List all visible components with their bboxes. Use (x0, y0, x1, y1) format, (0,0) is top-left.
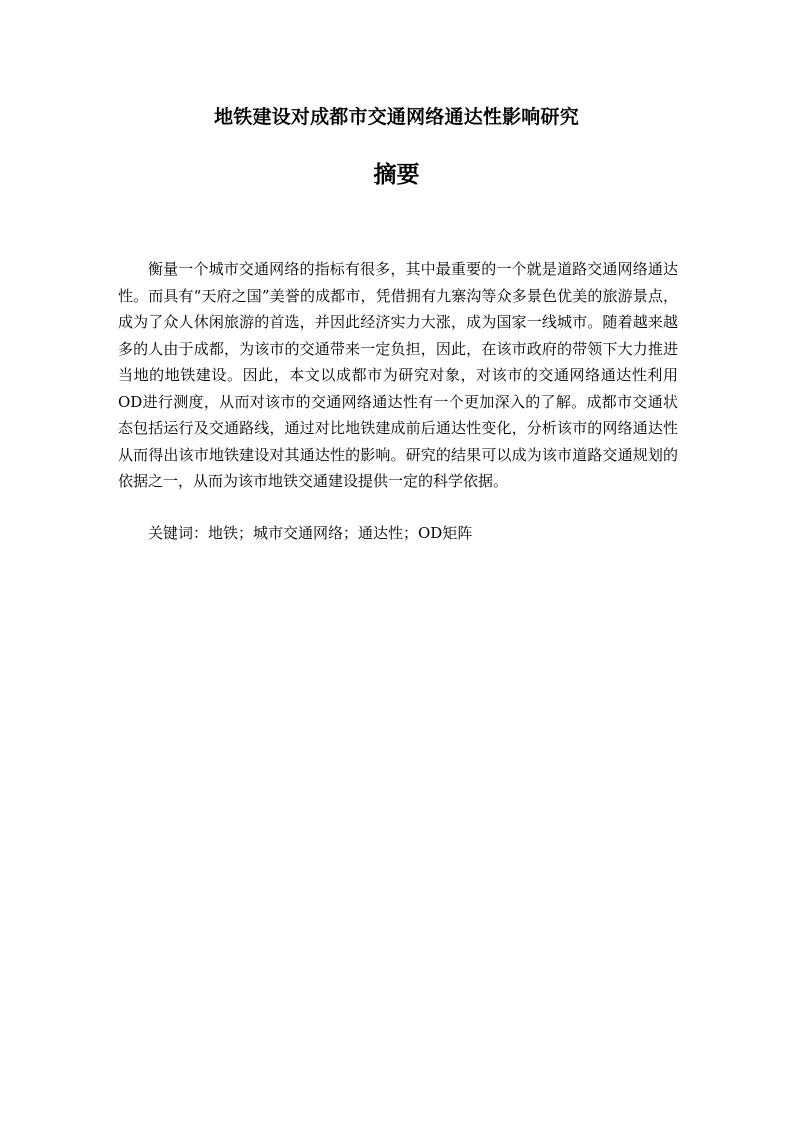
abstract-heading: 摘要 (373, 162, 420, 188)
abstract-body (118, 256, 678, 495)
abstract-paragraph: 衡量一个城市交通网络的指标有很多，其中最重要的一个就是道路交通网络通达性。而具有“天府之国”美誉的成都市，凭借拥有九寨沟等众多景色优美的旅游景点，成为了众人休闲旅游的首选，并因此经济实力大涨，成为国家一线城市。随着越来越多的人由于成都，为该市的交通带来一定负担，因此，在该市政府的带领下大力推进当地的地铁建设。因此，本文以成都市为研究对象，对该市的交通网络通达性利用OD进行测度，从而对该市的交通网络通达性有一个更加深入的了解。成都市交通状态包括运行及交通路线，通过对比地铁建成前后通达性变化，分析该市的网络通达性从而得出该市地铁建设对其通达性的影响。研究的结果可以成为该市道路交通规划的依据之一，从而为该市地铁交通建设提供一定的科学依据。 (118, 260, 678, 490)
document-title: 地铁建设对成都市交通网络通达性影响研究 (214, 106, 579, 128)
keywords-line: 关键词：地铁；城市交通网络；通达性；OD矩阵 (148, 524, 473, 542)
